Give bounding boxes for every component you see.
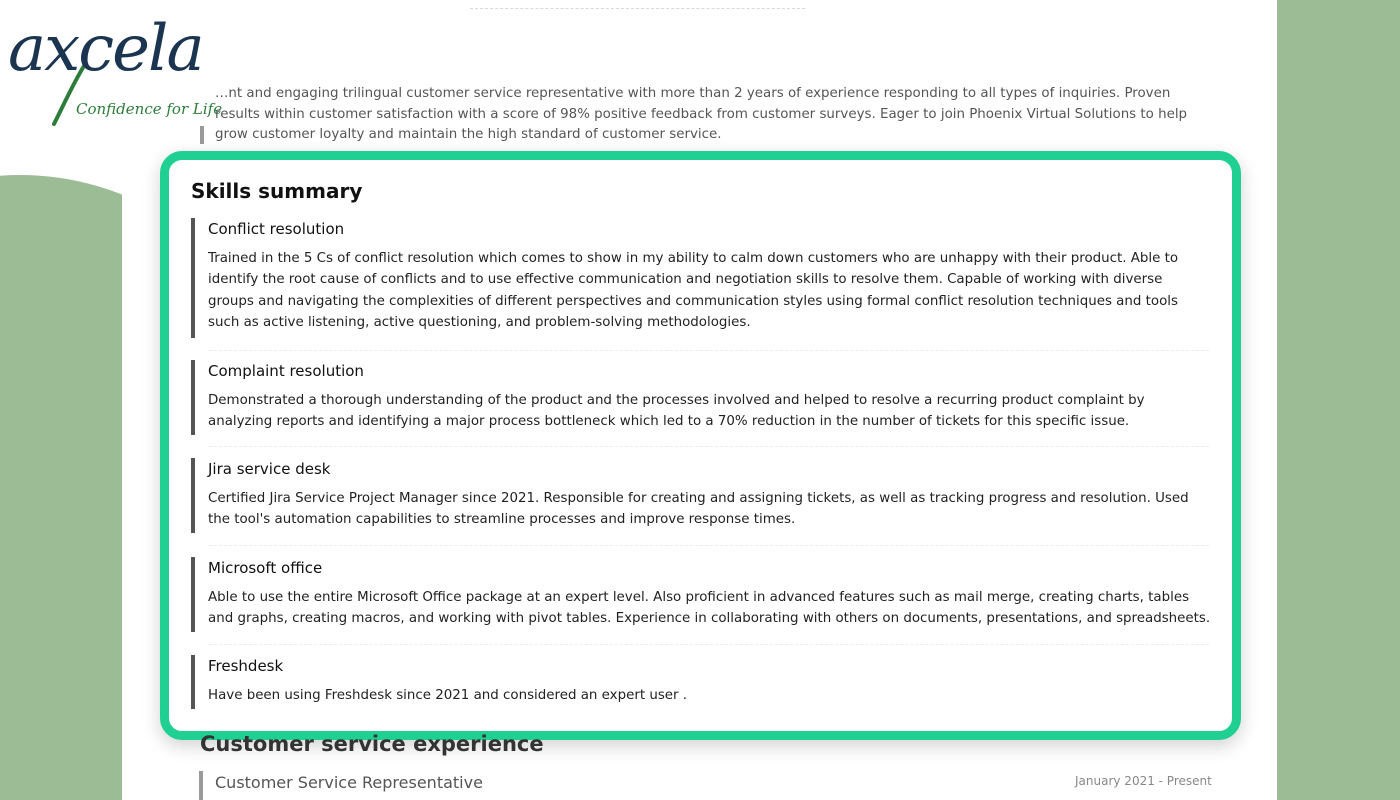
skill-item <box>191 557 1211 632</box>
skill-divider <box>209 350 1209 351</box>
skills-summary-card <box>160 151 1241 740</box>
skill-title: Complaint resolution <box>208 362 364 380</box>
skill-title: Jira service desk <box>208 460 331 478</box>
skill-title: Microsoft office <box>208 559 323 577</box>
skill-description: Trained in the 5 Cs of conflict resolution which comes to show in my ability to calm down customers who are unhappy with their product. Able to identify the root cause of conflicts and to use effective communication and negotiation skills to resolve them. Capable of working with diverse groups and navigating the complexities of different perspectives and communication styles using formal conflict resolution techniques and tools such as active listening, active questioning, and problem-solving methodologies. <box>208 251 1179 330</box>
skill-item <box>191 218 1211 338</box>
experience-heading: Customer service experience <box>200 732 544 756</box>
skill-divider <box>209 545 1209 546</box>
role-title: Customer Service Representative <box>215 773 483 792</box>
skill-description: Demonstrated a thorough understanding of the product and the processes involved and helped to resolve a recurring product complaint by analyzing reports and identifying a major process bottleneck which led to a 70% reduction in the number of tickets for this specific issue. <box>208 393 1145 430</box>
skill-title: Conflict resolution <box>208 220 345 238</box>
profile-summary: …nt and engaging trilingual customer service representative with more than 2 years of experience responding to all types of inquiries. Proven results within customer satisfaction with a score of 98% positive feedback from customer surveys. Eager to join Phoenix Virtual Solutions to help grow customer loyalty and maintain the high standard of customer service. <box>215 86 1188 142</box>
skill-divider <box>209 644 1209 645</box>
skill-title: Freshdesk <box>208 657 284 675</box>
skill-description: Certified Jira Service Project Manager since 2021. Responsible for creating and assigning tickets, as well as tracking progress and resolution. Used the tool's automation capabilities to streamline processes and improve response times. <box>208 491 1189 528</box>
skills-summary-title: Skills summary <box>191 179 363 203</box>
skill-item <box>191 458 1211 533</box>
top-divider <box>470 8 805 9</box>
skill-item <box>191 360 1211 435</box>
logo-wordmark: axcela <box>8 12 203 86</box>
skill-divider <box>209 446 1209 447</box>
logo-tagline: Confidence for Life <box>76 100 223 118</box>
skill-item <box>191 655 1211 709</box>
role-accent-bar <box>199 771 203 800</box>
summary-accent-bar <box>200 126 204 144</box>
role-date: January 2021 - Present <box>1075 774 1212 788</box>
skill-description: Able to use the entire Microsoft Office package at an expert level. Also proficient in advanced features such as mail merge, creating charts, tables and graphs, creating macros, and working with pivot tables. Experience in collaborating with others on documents, presentations, and spreadsheets. <box>208 590 1211 627</box>
skill-description: Have been using Freshdesk since 2021 and considered an expert user . <box>208 688 688 703</box>
